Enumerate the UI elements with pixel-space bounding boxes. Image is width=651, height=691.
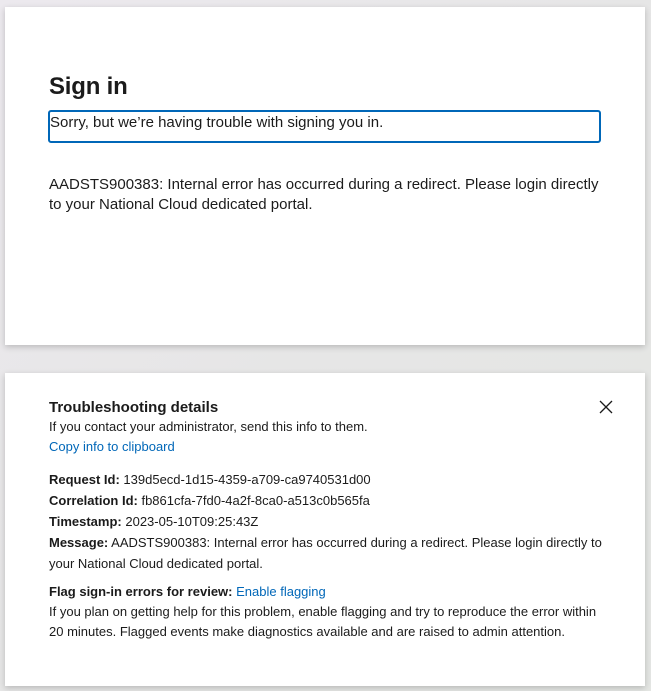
correlation-id-row bbox=[49, 490, 609, 511]
flag-label: Flag sign-in errors for review: bbox=[49, 584, 233, 599]
request-id-label: Request Id: bbox=[49, 472, 120, 487]
troubleshooting-card bbox=[5, 373, 645, 686]
close-icon bbox=[599, 400, 613, 414]
enable-flagging-link[interactable]: Enable flagging bbox=[236, 584, 326, 599]
page-title: Sign in bbox=[49, 73, 128, 100]
error-alert: Sorry, but we’re having trouble with signing you in. bbox=[48, 110, 601, 143]
request-id-value: 139d5ecd-1d15-4359-a709-ca9740531d00 bbox=[123, 472, 371, 487]
message-row bbox=[49, 532, 609, 574]
message-value: AADSTS900383: Internal error has occurred during a redirect. Please login directly to your National Cloud dedicated portal. bbox=[49, 535, 602, 571]
timestamp-value: 2023-05-10T09:25:43Z bbox=[125, 514, 259, 529]
message-label: Message: bbox=[49, 535, 109, 550]
timestamp-row bbox=[49, 511, 609, 532]
troubleshooting-title: Troubleshooting details bbox=[49, 399, 219, 416]
flag-section bbox=[49, 582, 609, 642]
signin-card bbox=[5, 7, 645, 345]
correlation-id-label: Correlation Id: bbox=[49, 493, 138, 508]
correlation-id-value: fb861cfa-7fd0-4a2f-8ca0-a513c0b565fa bbox=[141, 493, 370, 508]
flag-row bbox=[49, 582, 609, 602]
copy-info-link[interactable]: Copy info to clipboard bbox=[49, 439, 175, 454]
timestamp-label: Timestamp: bbox=[49, 514, 122, 529]
troubleshooting-subtitle: If you contact your administrator, send this info to them. bbox=[49, 419, 368, 434]
flag-description: If you plan on getting help for this problem, enable flagging and try to reproduce the error within 20 minutes. Flagged events make diagnostics available and are raised to admin attention. bbox=[49, 604, 597, 639]
close-button[interactable] bbox=[596, 397, 616, 417]
error-message: AADSTS900383: Internal error has occurred during a redirect. Please login directly to your National Cloud dedicated portal. bbox=[49, 176, 599, 213]
request-id-row bbox=[49, 469, 609, 490]
details-list bbox=[49, 469, 609, 574]
